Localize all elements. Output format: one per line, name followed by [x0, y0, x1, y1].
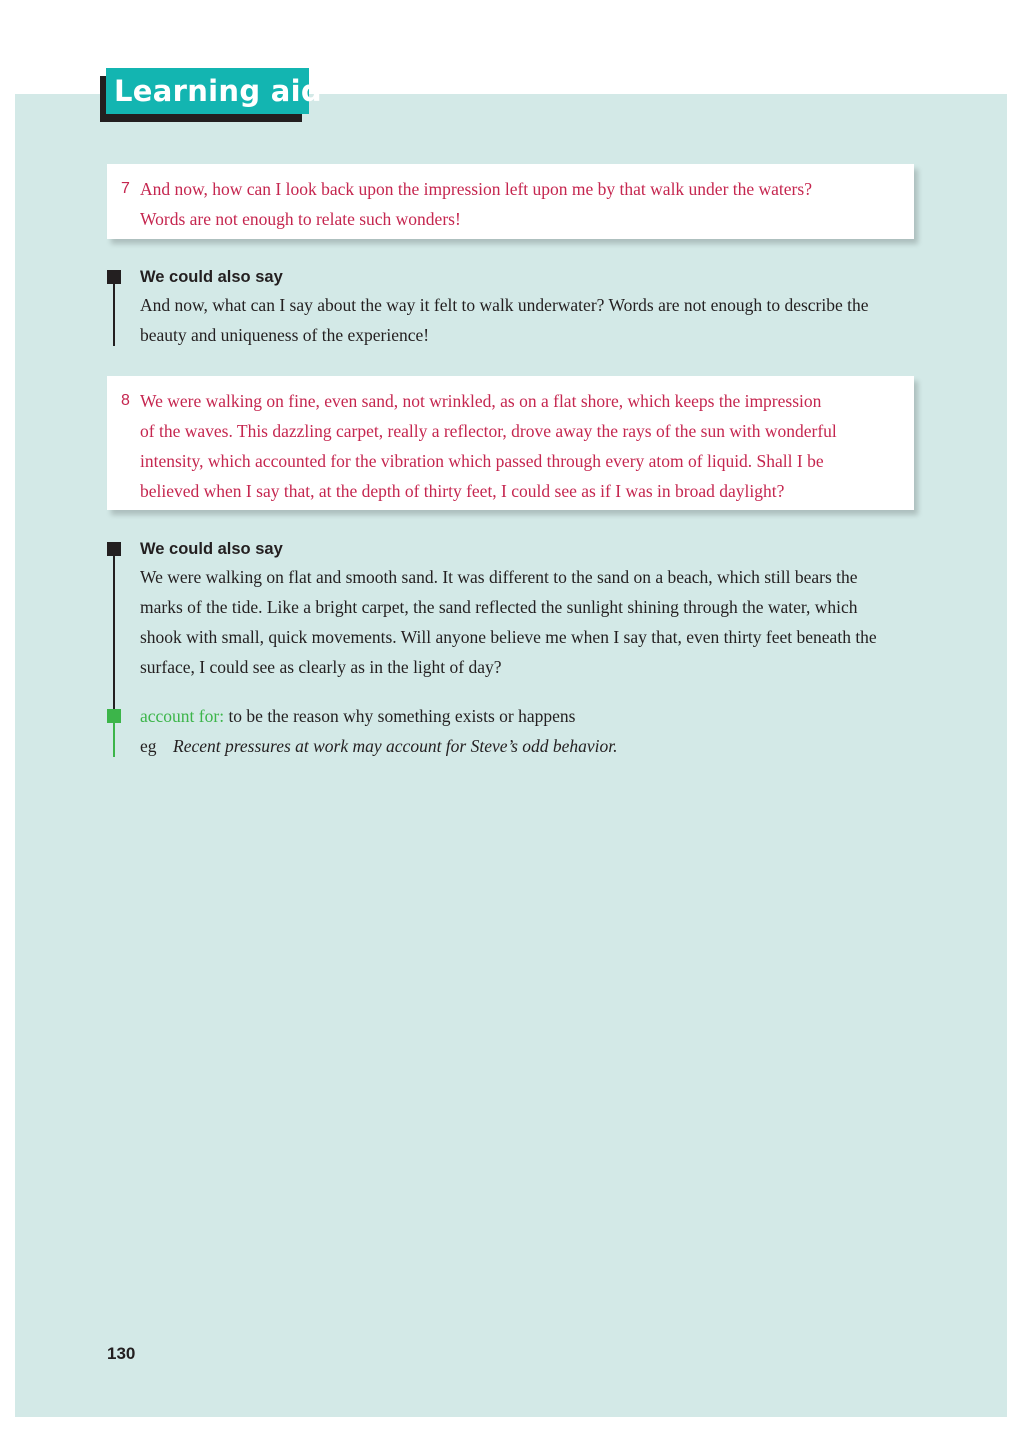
passage-line: Words are not enough to relate such wonders!	[140, 209, 461, 229]
passage-text	[140, 386, 884, 506]
passage-text	[140, 174, 884, 234]
section-label	[100, 68, 322, 122]
vocabulary-meaning: to be the reason why something exists or happens	[224, 706, 576, 726]
alternative-line: shook with small, quick movements. Will anyone believe me when I say that, even thirty feet beneath the	[140, 627, 877, 647]
passage-line: And now, how can I look back upon the impression left upon me by that walk under the waters?	[140, 179, 812, 199]
vocabulary-example	[140, 731, 618, 761]
alternative-line: marks of the tide. Like a bright carpet, the sand reflected the sunlight shining through the water, which	[140, 597, 858, 617]
vocabulary-marker	[107, 709, 121, 723]
passage-7-alternative	[107, 264, 927, 350]
alternative-line: surface, I could see as clearly as in the light of day?	[140, 657, 502, 677]
alternative-line: beauty and uniqueness of the experience!	[140, 325, 430, 345]
passage-line: believed when I say that, at the depth of thirty feet, I could see as if I was in broad daylight?	[140, 481, 785, 501]
vocabulary-example-text: Recent pressures at work may account for Steve’s odd behavior.	[173, 736, 618, 756]
vocabulary-example-label: eg	[140, 736, 157, 756]
passage-line: We were walking on fine, even sand, not wrinkled, as on a flat shore, which keeps the impression	[140, 391, 822, 411]
alternative-line: We were walking on flat and smooth sand. It was different to the sand on a beach, which still bears the	[140, 567, 858, 587]
vocabulary-definition	[140, 701, 575, 731]
passage-7-quote-box	[107, 164, 914, 239]
section-label-text: Learning aid	[106, 68, 309, 114]
alternative-text	[140, 562, 920, 682]
vocabulary-rule	[113, 723, 115, 757]
passage-line: intensity, which accounted for the vibration which passed through every atom of liquid. Shall I be	[140, 451, 824, 471]
alternative-rule	[113, 284, 115, 346]
passage-number: 7	[121, 180, 130, 197]
alternative-heading: We could also say	[140, 540, 283, 558]
alternative-rule	[113, 556, 115, 709]
passage-8-quote-box	[107, 376, 914, 510]
passage-8-alternative	[107, 536, 927, 706]
passage-line: of the waves. This dazzling carpet, really a reflector, drove away the rays of the sun with wonderful	[140, 421, 837, 441]
vocabulary-term: account for:	[140, 706, 225, 726]
passage-number: 8	[121, 392, 130, 409]
alternative-line: And now, what can I say about the way it felt to walk underwater? Words are not enough to describe the	[140, 295, 869, 315]
page-number: 130	[107, 1344, 136, 1363]
alternative-heading: We could also say	[140, 268, 283, 286]
alternative-marker	[107, 270, 121, 284]
alternative-marker	[107, 542, 121, 556]
alternative-text	[140, 290, 920, 350]
